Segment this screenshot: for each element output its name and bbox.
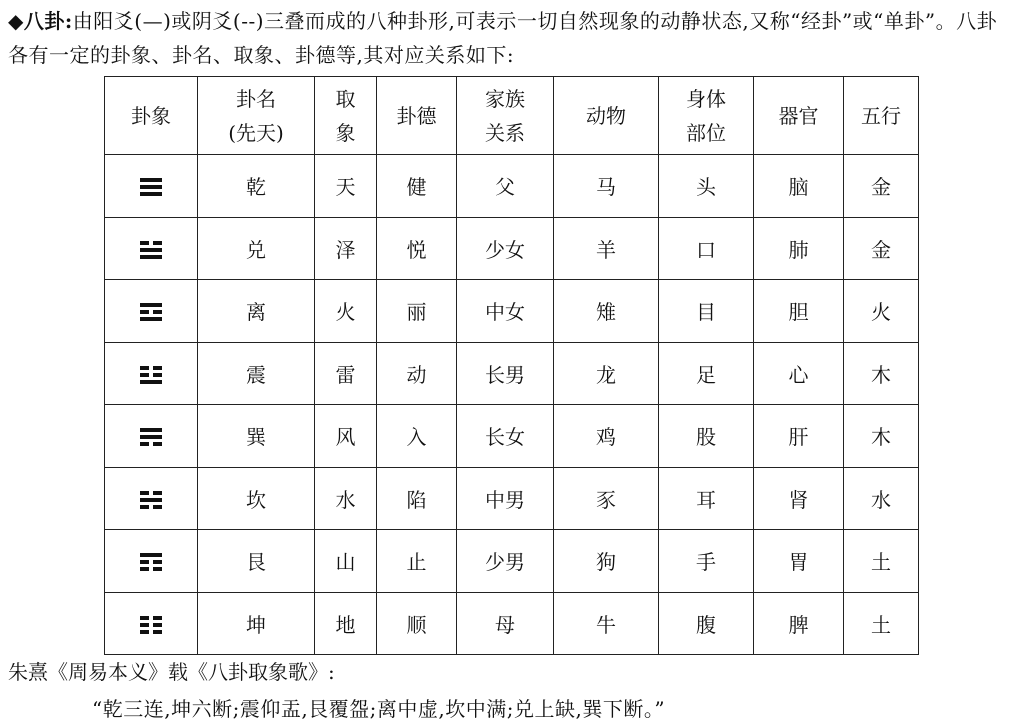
cell-family: 中女 xyxy=(457,280,554,343)
cell-animal: 狗 xyxy=(554,530,659,593)
yin-line xyxy=(140,491,149,495)
yang-line xyxy=(140,192,162,196)
intro-lead-colon: : xyxy=(64,9,73,33)
cell-organ: 肺 xyxy=(754,217,844,280)
cell-organ: 心 xyxy=(754,342,844,405)
yang-line xyxy=(140,380,162,384)
cell-family: 少女 xyxy=(457,217,554,280)
cell-virtue: 健 xyxy=(377,155,457,218)
cell-image: 风 xyxy=(315,405,377,468)
intro-paragraph xyxy=(8,4,1016,72)
cell-animal: 豕 xyxy=(554,467,659,530)
header-line: 关系 xyxy=(485,120,525,145)
cell-name: 离 xyxy=(198,280,315,343)
cell-body: 足 xyxy=(659,342,754,405)
header-line: 五行 xyxy=(861,103,901,128)
cell-image: 天 xyxy=(315,155,377,218)
cell-animal: 马 xyxy=(554,155,659,218)
caption-text: 朱熹《周易本义》载《八卦取象歌》: xyxy=(8,660,335,684)
trigram-icon xyxy=(140,302,162,322)
header-line: 象 xyxy=(335,120,356,145)
trigram-icon xyxy=(140,552,162,572)
yin-line xyxy=(140,623,149,627)
cell-element: 土 xyxy=(844,592,919,655)
yin-line xyxy=(153,366,162,370)
cell-image: 地 xyxy=(315,592,377,655)
cell-element: 水 xyxy=(844,467,919,530)
header-line: 卦象 xyxy=(131,103,171,128)
yin-line xyxy=(153,491,162,495)
table-row xyxy=(105,155,919,218)
cell-family: 父 xyxy=(457,155,554,218)
trigram-icon xyxy=(140,427,162,447)
table-row xyxy=(105,405,919,468)
cell-name: 艮 xyxy=(198,530,315,593)
yin-line xyxy=(153,616,162,620)
table-row xyxy=(105,467,919,530)
cell-element: 金 xyxy=(844,155,919,218)
yang-line xyxy=(140,248,162,252)
yin-line xyxy=(140,241,149,245)
cell-trigram xyxy=(105,342,198,405)
header-line: 家族 xyxy=(485,86,525,111)
cell-family: 长男 xyxy=(457,342,554,405)
cell-animal: 牛 xyxy=(554,592,659,655)
trigram-icon xyxy=(140,615,162,635)
intro-lead-term: 八卦 xyxy=(23,9,65,33)
yang-line xyxy=(140,498,162,502)
cell-element: 金 xyxy=(844,217,919,280)
cell-trigram xyxy=(105,405,198,468)
cell-animal: 龙 xyxy=(554,342,659,405)
yin-line xyxy=(153,310,162,314)
header-trigram xyxy=(105,77,198,155)
cell-name: 巽 xyxy=(198,405,315,468)
header-line: 卦名 xyxy=(235,86,276,111)
yin-line xyxy=(140,567,149,571)
cell-animal: 羊 xyxy=(554,217,659,280)
cell-trigram xyxy=(105,217,198,280)
cell-family: 长女 xyxy=(457,405,554,468)
header-body xyxy=(659,77,754,155)
yin-line xyxy=(153,560,162,564)
cell-family: 母 xyxy=(457,592,554,655)
yang-line xyxy=(140,435,162,439)
cell-body: 口 xyxy=(659,217,754,280)
yin-line xyxy=(140,310,149,314)
header-line: 器官 xyxy=(778,103,819,128)
cell-image: 泽 xyxy=(315,217,377,280)
yin-line xyxy=(140,616,149,620)
cell-element: 火 xyxy=(844,280,919,343)
header-line: 身体 xyxy=(686,86,726,111)
yin-line xyxy=(153,505,162,509)
bagua-table xyxy=(104,76,919,655)
yang-line xyxy=(140,185,162,189)
cell-trigram xyxy=(105,467,198,530)
cell-image: 火 xyxy=(315,280,377,343)
cell-body: 耳 xyxy=(659,467,754,530)
verse-text: “乾三连,坤六断;震仰盂,艮覆盌;离中虚,坎中满;兑上缺,巽下断。” xyxy=(92,697,666,721)
cell-organ: 肾 xyxy=(754,467,844,530)
cell-trigram xyxy=(105,280,198,343)
cell-organ: 肝 xyxy=(754,405,844,468)
cell-virtue: 悦 xyxy=(377,217,457,280)
cell-organ: 脑 xyxy=(754,155,844,218)
header-line: (先天) xyxy=(228,120,284,145)
cell-family: 少男 xyxy=(457,530,554,593)
yin-line xyxy=(140,442,149,446)
cell-organ: 胆 xyxy=(754,280,844,343)
cell-element: 木 xyxy=(844,342,919,405)
intro-text: 由阳爻(—)或阴爻(--)三叠而成的八种卦形,可表示一切自然现象的动静状态,又称“经卦”或“单卦”。八卦各有一定的卦象、卦名、取象、卦德等,其对应关系如下: xyxy=(8,9,998,67)
yin-line xyxy=(140,630,149,634)
yin-line xyxy=(153,373,162,377)
yin-line xyxy=(140,560,149,564)
header-line: 动物 xyxy=(586,103,626,128)
yin-line xyxy=(153,442,162,446)
table-row xyxy=(105,530,919,593)
yang-line xyxy=(140,255,162,259)
cell-virtue: 陷 xyxy=(377,467,457,530)
cell-virtue: 丽 xyxy=(377,280,457,343)
yin-line xyxy=(140,373,149,377)
header-organ xyxy=(754,77,844,155)
cell-image: 雷 xyxy=(315,342,377,405)
cell-virtue: 顺 xyxy=(377,592,457,655)
table-header-row xyxy=(105,77,919,155)
cell-animal: 鸡 xyxy=(554,405,659,468)
header-element xyxy=(844,77,919,155)
yin-line xyxy=(140,366,149,370)
cell-name: 乾 xyxy=(198,155,315,218)
bullet-diamond-icon: ◆ xyxy=(8,9,24,33)
cell-virtue: 止 xyxy=(377,530,457,593)
cell-animal: 雉 xyxy=(554,280,659,343)
cell-image: 水 xyxy=(315,467,377,530)
table-body xyxy=(105,155,919,655)
cell-trigram xyxy=(105,592,198,655)
trigram-icon xyxy=(140,177,162,197)
cell-image: 山 xyxy=(315,530,377,593)
cell-virtue: 入 xyxy=(377,405,457,468)
cell-body: 头 xyxy=(659,155,754,218)
cell-body: 股 xyxy=(659,405,754,468)
cell-virtue: 动 xyxy=(377,342,457,405)
header-line: 部位 xyxy=(686,120,726,145)
trigram-icon xyxy=(140,240,162,260)
trigram-icon xyxy=(140,490,162,510)
cell-family: 中男 xyxy=(457,467,554,530)
cell-body: 手 xyxy=(659,530,754,593)
cell-name: 震 xyxy=(198,342,315,405)
yang-line xyxy=(140,317,162,321)
header-animal xyxy=(554,77,659,155)
table-row xyxy=(105,280,919,343)
cell-trigram xyxy=(105,155,198,218)
yang-line xyxy=(140,303,162,307)
header-virtue xyxy=(377,77,457,155)
cell-organ: 脾 xyxy=(754,592,844,655)
yang-line xyxy=(140,428,162,432)
header-line: 取 xyxy=(335,86,356,111)
cell-name: 坎 xyxy=(198,467,315,530)
yin-line xyxy=(153,567,162,571)
yin-line xyxy=(153,630,162,634)
cell-trigram xyxy=(105,530,198,593)
header-line: 卦德 xyxy=(396,103,437,128)
yang-line xyxy=(140,178,162,182)
cell-organ: 胃 xyxy=(754,530,844,593)
cell-name: 兑 xyxy=(198,217,315,280)
yin-line xyxy=(153,623,162,627)
header-image xyxy=(315,77,377,155)
yang-line xyxy=(140,553,162,557)
yin-line xyxy=(140,505,149,509)
table-row xyxy=(105,217,919,280)
cell-element: 土 xyxy=(844,530,919,593)
cell-element: 木 xyxy=(844,405,919,468)
header-family xyxy=(457,77,554,155)
table-row xyxy=(105,342,919,405)
yin-line xyxy=(153,241,162,245)
trigram-icon xyxy=(140,365,162,385)
cell-body: 腹 xyxy=(659,592,754,655)
table-row xyxy=(105,592,919,655)
cell-name: 坤 xyxy=(198,592,315,655)
cell-body: 目 xyxy=(659,280,754,343)
header-name xyxy=(198,77,315,155)
